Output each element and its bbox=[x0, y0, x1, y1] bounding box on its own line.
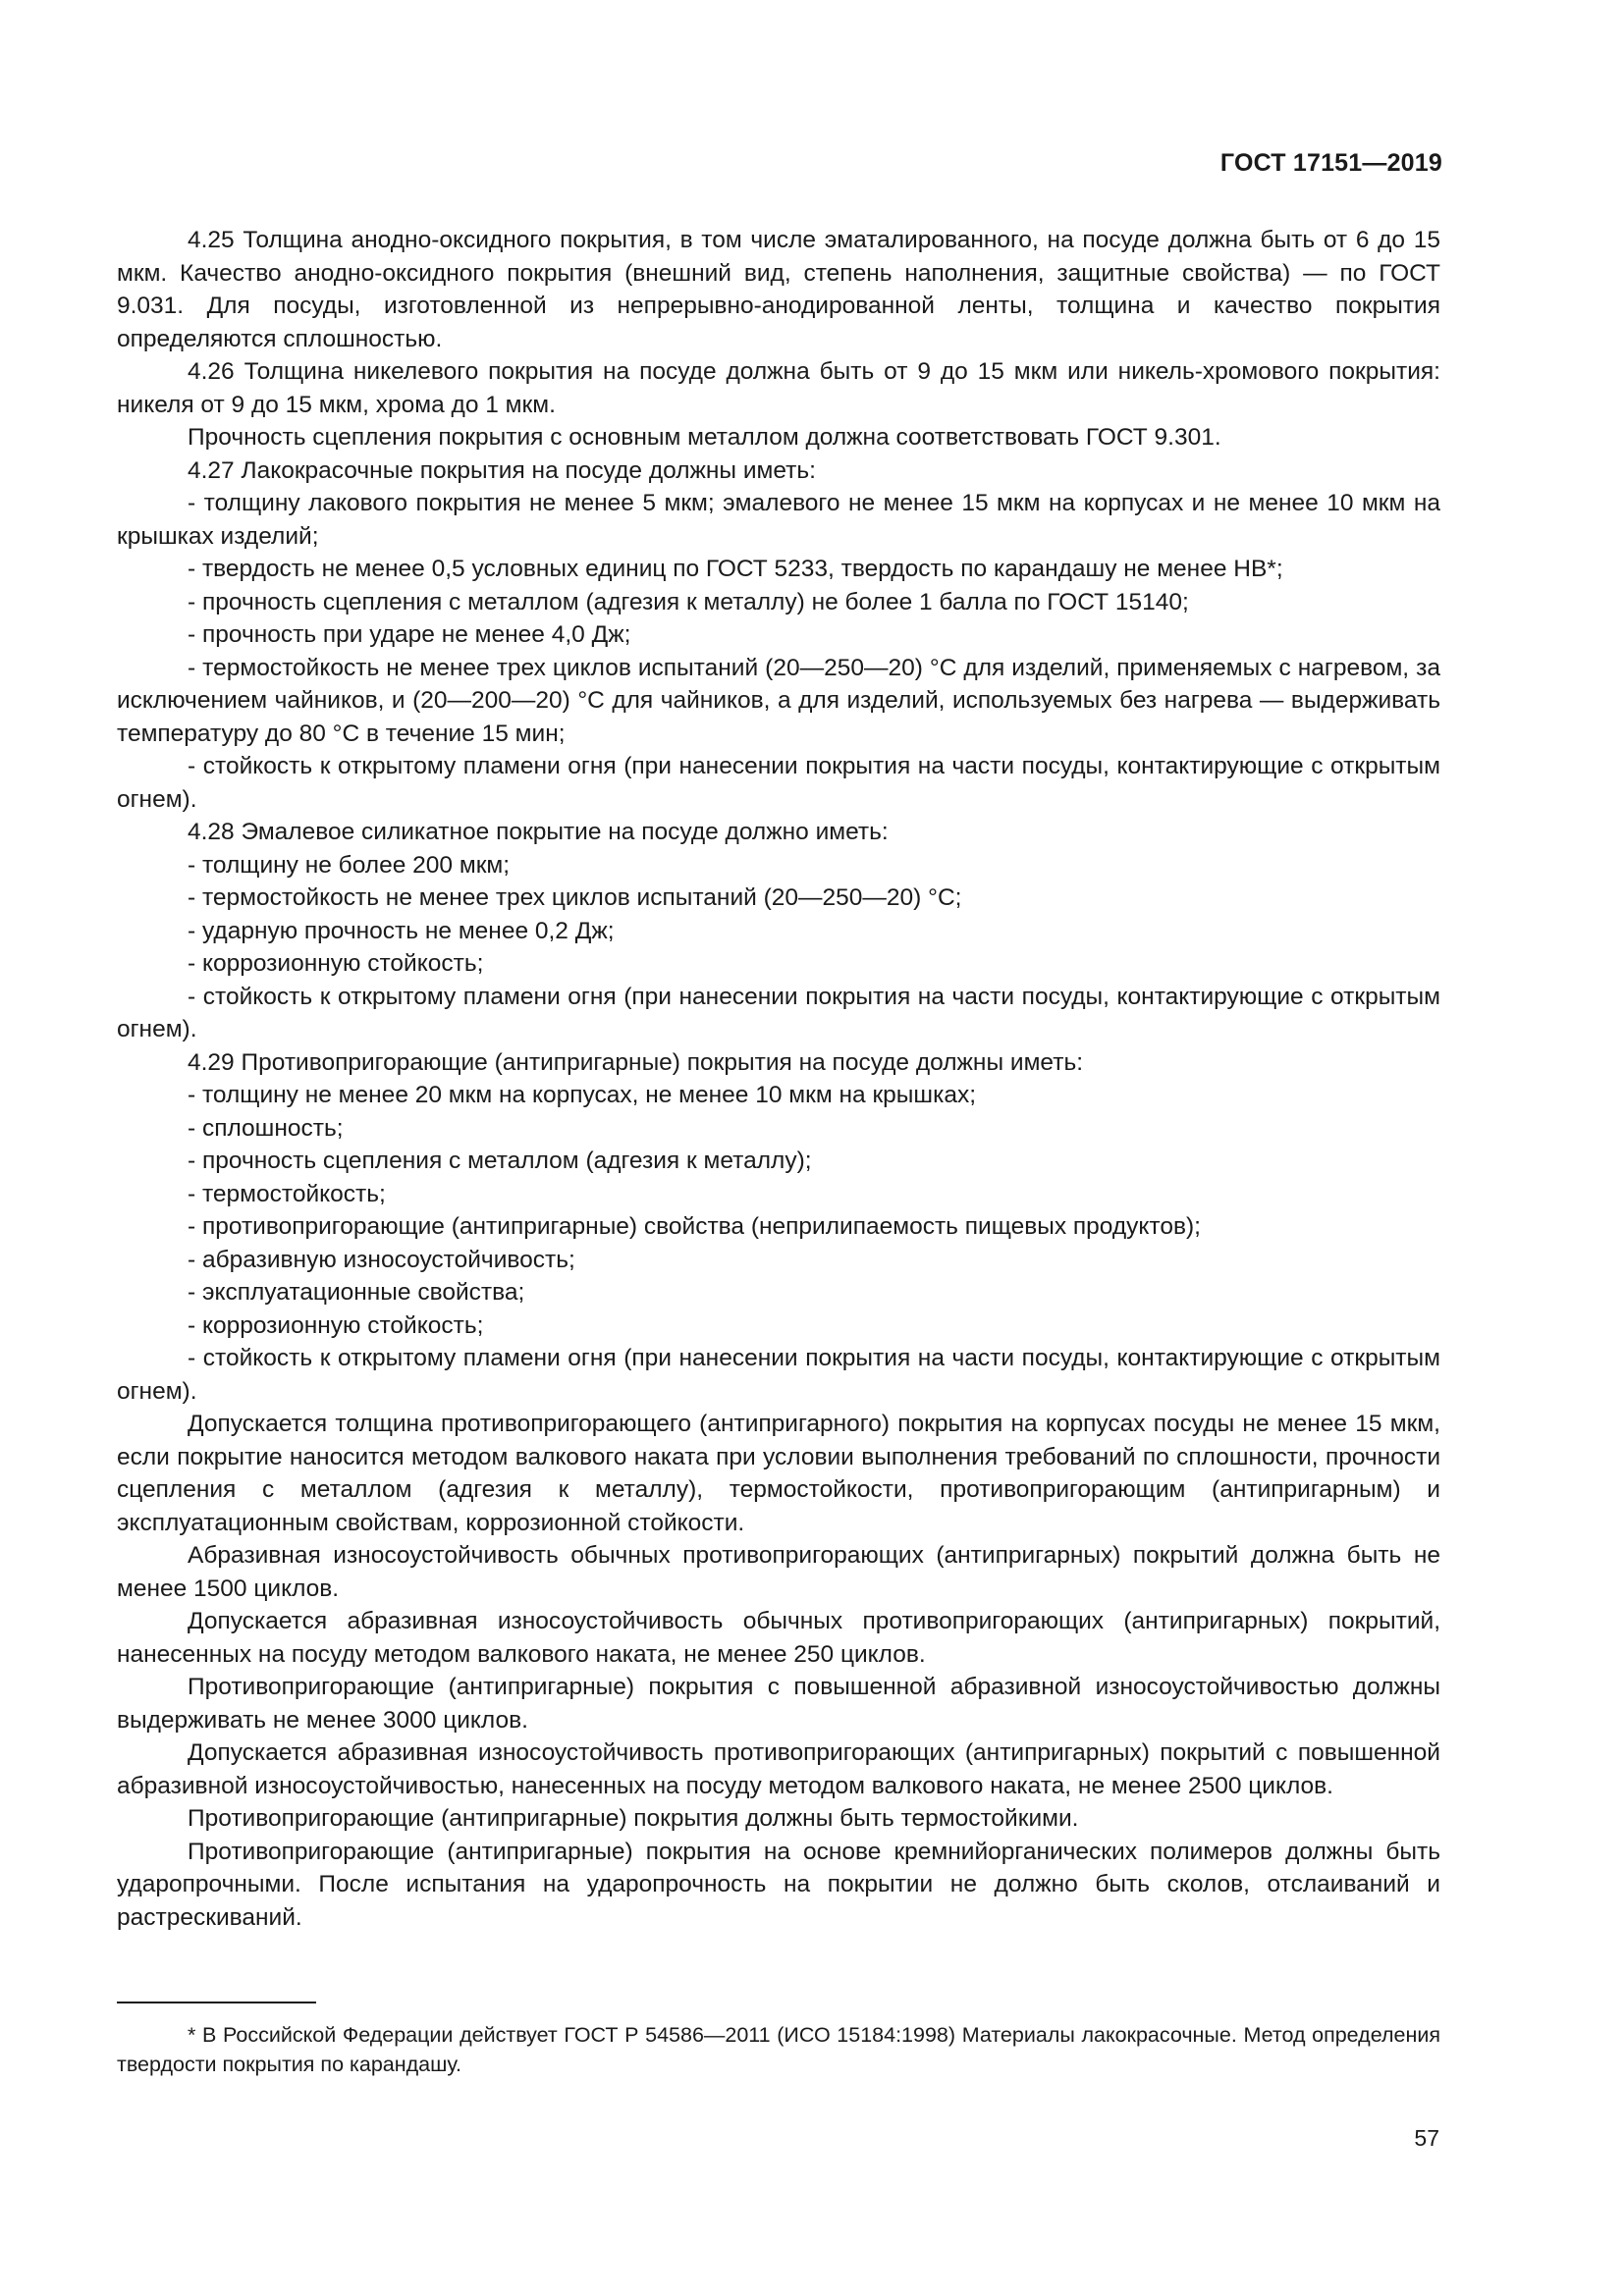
paragraph: - прочность при ударе не менее 4,0 Дж; bbox=[188, 621, 631, 648]
paragraph: Допускается толщина противопригорающего (антипригарного) покрытия на корпусах посуды не менее 15 мкм, если покрытие наносится методом валкового наката при условии выполнения требований по сплошности, прочности сцепления с металлом (адгезия к металлу), термостойкости, противопригорающим (антипригарным) и эксплуатационным свойствам, коррозионной стойкости. bbox=[117, 1411, 1440, 1536]
paragraph: - прочность сцепления с металлом (адгезия к металлу) не более 1 балла по ГОСТ 15140; bbox=[188, 588, 1189, 615]
footnote bbox=[117, 2020, 1440, 2079]
paragraph: 4.29 Противопригорающие (антипригарные) покрытия на посуде должны иметь: bbox=[188, 1048, 1084, 1076]
page-number: 57 bbox=[1414, 2125, 1439, 2151]
footnote-text: * В Российской Федерации действует ГОСТ Р 54586—2011 (ИСО 15184:1998) Материалы лакокрасочные. Метод определения твердости покрытия по карандашу. bbox=[117, 2023, 1440, 2076]
paragraph: - сплошность; bbox=[188, 1114, 344, 1142]
paragraph: 4.27 Лакокрасочные покрытия на посуде должны иметь: bbox=[188, 456, 816, 484]
paragraph: - ударную прочность не менее 0,2 Дж; bbox=[188, 917, 615, 944]
paragraph: - стойкость к открытому пламени огня (при нанесении покрытия на части посуды, контактирующие с открытым огнем). bbox=[117, 983, 1440, 1042]
paragraph: 4.28 Эмалевое силикатное покрытие на посуде должно иметь: bbox=[188, 819, 889, 845]
paragraph: Прочность сцепления покрытия с основным металлом должна соответствовать ГОСТ 9.301. bbox=[188, 424, 1221, 451]
paragraph: - прочность сцепления с металлом (адгезия к металлу); bbox=[188, 1148, 812, 1174]
document-header: ГОСТ 17151—2019 bbox=[1219, 149, 1442, 177]
paragraph: - толщину не менее 20 мкм на корпусах, не менее 10 мкм на крышках; bbox=[188, 1082, 977, 1108]
paragraph: - эксплуатационные свойства; bbox=[188, 1279, 525, 1306]
paragraph: Противопригорающие (антипригарные) покрытия на основе кремнийорганических полимеров должны быть ударопрочными. После испытания на ударопрочность на покрытии не должно быть сколов, отслаиваний и растрескиваний. bbox=[117, 1838, 1440, 1931]
paragraph: Противопригорающие (антипригарные) покрытия должны быть термостойкими. bbox=[188, 1805, 1079, 1832]
paragraph: - толщину лакового покрытия не менее 5 мкм; эмалевого не менее 15 мкм на корпусах и не менее 10 мкм на крышках изделий; bbox=[117, 490, 1440, 550]
paragraph: - стойкость к открытому пламени огня (при нанесении покрытия на части посуды, контактирующие с открытым огнем). bbox=[117, 753, 1440, 813]
paragraph: - твердость не менее 0,5 условных единиц по ГОСТ 5233, твердость по карандашу не менее НВ*; bbox=[188, 556, 1283, 582]
paragraph: Абразивная износоустойчивость обычных противопригорающих (антипригарных) покрытий должна быть не менее 1500 циклов. bbox=[117, 1542, 1440, 1602]
paragraph: Допускается абразивная износоустойчивость обычных противопригорающих (антипригарных) покрытий, нанесенных на посуду методом валкового наката, не менее 250 циклов. bbox=[117, 1608, 1440, 1668]
paragraph: - абразивную износоустойчивость; bbox=[188, 1246, 575, 1273]
paragraph: - противопригорающие (антипригарные) свойства (неприлипаемость пищевых продуктов); bbox=[188, 1213, 1201, 1240]
document-body bbox=[117, 224, 1440, 1934]
paragraph: - коррозионную стойкость; bbox=[188, 950, 484, 977]
paragraph: Противопригорающие (антипригарные) покрытия с повышенной абразивной износоустойчивостью должны выдерживать не менее 3000 циклов. bbox=[117, 1674, 1440, 1734]
paragraph: - стойкость к открытому пламени огня (при нанесении покрытия на части посуды, контактирующие с открытым огнем). bbox=[117, 1345, 1440, 1405]
paragraph: - термостойкость не менее трех циклов испытаний (20—250—20) °С для изделий, применяемых с нагревом, за исключением чайников, и (20—200—20) °С для чайников, а для изделий, используемых без нагрева — выдерживать температуру до 80 °С в течение 15 мин; bbox=[117, 654, 1440, 747]
paragraph: - толщину не более 200 мкм; bbox=[188, 851, 511, 879]
paragraph: - коррозионную стойкость; bbox=[188, 1311, 484, 1339]
paragraph: 4.25 Толщина анодно-оксидного покрытия, в том числе эматалированного, на посуде должна быть от 6 до 15 мкм. Качество анодно-оксидного покрытия (внешний вид, степень наполнения, защитные свойства) — по ГОСТ 9.031. Для посуды, изготовленной из непрерывно-анодированной ленты, толщина и качество покрытия определяются сплошностью. bbox=[117, 227, 1440, 352]
paragraph: Допускается абразивная износоустойчивость противопригорающих (антипригарных) покрытий с повышенной абразивной износоустойчивостью, нанесенных на посуду методом валкового наката, не менее 2500 циклов. bbox=[117, 1739, 1440, 1799]
paragraph: 4.26 Толщина никелевого покрытия на посуде должна быть от 9 до 15 мкм или никель-хромового покрытия: никеля от 9 до 15 мкм, хрома до 1 мкм. bbox=[117, 358, 1440, 418]
paragraph: - термостойкость не менее трех циклов испытаний (20—250—20) °С; bbox=[188, 884, 962, 911]
paragraph: - термостойкость; bbox=[188, 1180, 386, 1207]
footnote-separator bbox=[117, 2002, 316, 2003]
